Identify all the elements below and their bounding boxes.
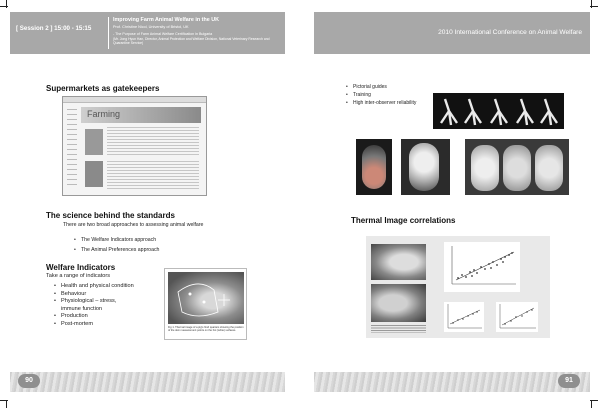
section-heading-thermal: Thermal Image correlations bbox=[351, 216, 456, 225]
breast-photo-subject bbox=[362, 145, 386, 189]
session-label: [ Session 2 ] 15:00 - 15:15 bbox=[16, 25, 92, 32]
thermal-photo-top bbox=[371, 244, 426, 280]
thermal-photo-bottom bbox=[371, 284, 426, 322]
left-footer-grass bbox=[10, 372, 285, 392]
reliability-item: • Pictorial guides bbox=[344, 83, 416, 91]
screenshot-text-block bbox=[107, 127, 199, 157]
chicken-feet-image bbox=[433, 93, 564, 129]
indicator-item: • Production bbox=[52, 313, 134, 321]
approach-item: • The Welfare Indicators approach bbox=[72, 235, 159, 245]
indicator-item: • Post-mortem bbox=[52, 321, 134, 329]
page-number-left: 90 bbox=[18, 374, 40, 388]
breast-photo bbox=[356, 139, 392, 195]
thermal-correlations-figure bbox=[366, 236, 550, 338]
carcasses-photo bbox=[465, 139, 569, 195]
screenshot-photo-2 bbox=[85, 161, 103, 187]
translator-name: (Mr. Jong Hyun Han, Director, Animal Protection and Welfare Division, National Veterinary Research and Quarantine Service) bbox=[113, 37, 270, 46]
indicator-item: • Behaviour bbox=[52, 291, 134, 299]
carcass-3 bbox=[535, 145, 563, 191]
indicator-item: • Health and physical condition bbox=[52, 283, 134, 291]
screenshot-banner bbox=[81, 107, 201, 123]
crop-mark-bottom-right-v bbox=[591, 400, 592, 408]
approaches-list bbox=[72, 235, 159, 255]
speaker-name: Prof. Christine Nicol, University of Bristol, UK bbox=[113, 25, 189, 29]
section-heading-welfare-indicators: Welfare Indicators bbox=[46, 263, 116, 272]
carcass-2 bbox=[503, 145, 531, 191]
section-heading-supermarkets: Supermarkets as gatekeepers bbox=[46, 84, 160, 93]
screenshot-banner-title: Farming bbox=[87, 109, 121, 119]
crop-mark-gutter-top bbox=[283, 0, 315, 8]
page-number-right: 91 bbox=[558, 374, 580, 388]
reliability-item: • Training bbox=[344, 91, 416, 99]
science-intro: There are two broad approaches to assessing animal welfare bbox=[63, 222, 204, 228]
thermal-figure-caption: Fig 1. Thermal image of a pig's hind quarters showing the position of the skin measurement points on the hot (white) surfaces. bbox=[168, 326, 244, 333]
crop-mark-gutter-bottom bbox=[283, 400, 315, 408]
screenshot-photo bbox=[85, 129, 103, 155]
scatter-plot-small-left bbox=[444, 302, 484, 332]
indicators-list bbox=[52, 283, 134, 329]
screenshot-sidebar bbox=[67, 109, 77, 189]
conference-title: 2010 International Conference on Animal Welfare bbox=[438, 29, 582, 36]
right-page-header bbox=[314, 12, 590, 54]
approach-item: • The Animal Preferences approach bbox=[72, 245, 159, 255]
right-footer-grass bbox=[314, 372, 590, 392]
website-screenshot bbox=[62, 96, 207, 196]
talk-title: Improving Farm Animal Welfare in the UK bbox=[113, 17, 220, 23]
left-page bbox=[8, 0, 285, 408]
scatter-plot-main bbox=[444, 242, 520, 292]
thermal-photo-caption bbox=[371, 325, 426, 333]
indicator-item-continued: immune function bbox=[61, 305, 103, 312]
section-heading-science: The science behind the standards bbox=[46, 211, 175, 220]
thermal-figure bbox=[164, 268, 247, 340]
crop-mark-top-right-v bbox=[591, 0, 592, 8]
reliability-list bbox=[344, 83, 416, 107]
indicators-intro: Take a range of indicators bbox=[46, 273, 111, 279]
header-divider bbox=[108, 17, 109, 49]
hock-photo bbox=[401, 139, 450, 195]
indicator-item: • Physiological – stress, bbox=[52, 298, 134, 306]
thermal-image bbox=[168, 272, 244, 324]
screenshot-toolbar bbox=[63, 97, 206, 103]
reliability-item: • High inter-observer reliability bbox=[344, 99, 416, 107]
crop-mark-top-left-v bbox=[6, 0, 7, 8]
thermal-markers bbox=[168, 272, 244, 324]
screenshot-text-block-2 bbox=[107, 161, 199, 189]
carcass-1 bbox=[471, 145, 499, 191]
right-page bbox=[314, 0, 590, 408]
crop-mark-bottom-left-v bbox=[6, 400, 7, 408]
translator-note: - The Purpose of Farm Animal Welfare Certification in Bulgaria bbox=[113, 32, 213, 36]
scatter-plot-small-right bbox=[496, 302, 538, 332]
hock-photo-subject bbox=[409, 143, 439, 191]
left-page-header bbox=[10, 12, 285, 54]
chicken-feet-drawings bbox=[433, 93, 564, 129]
